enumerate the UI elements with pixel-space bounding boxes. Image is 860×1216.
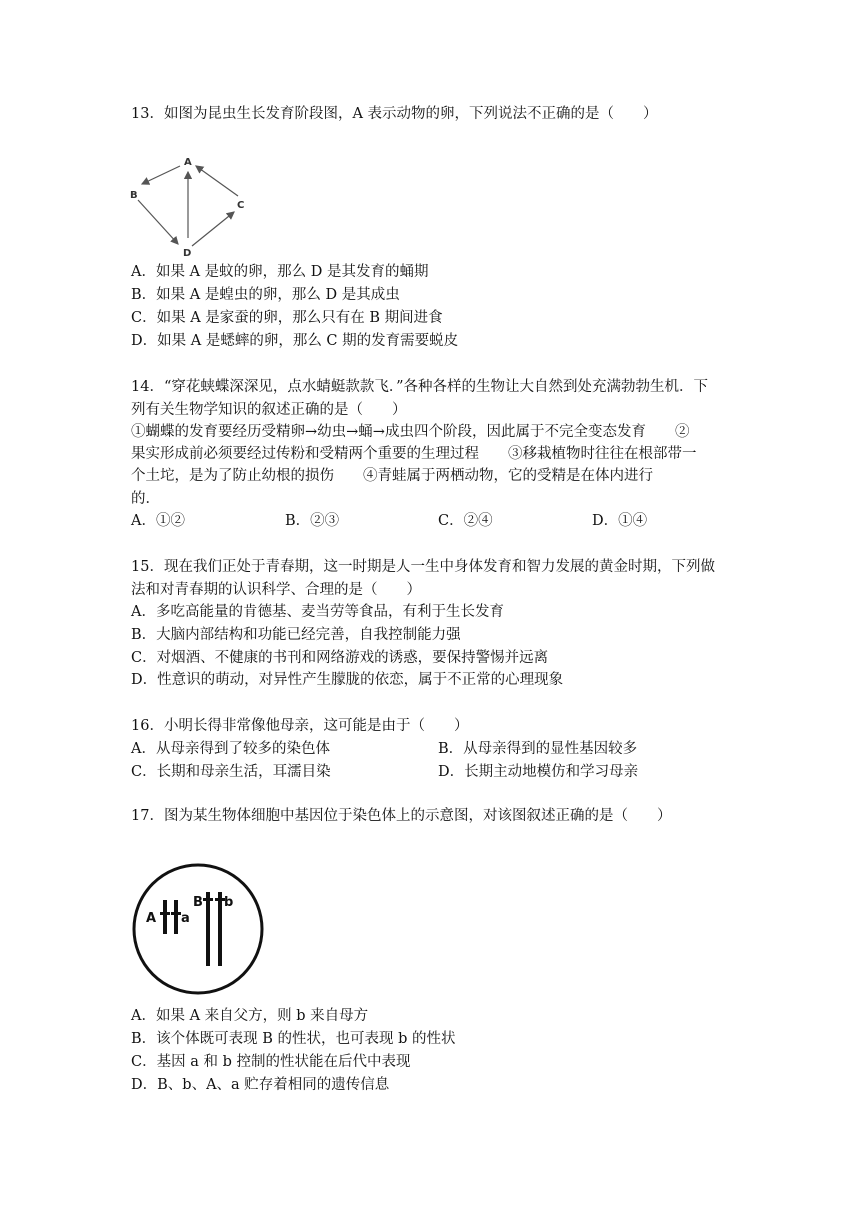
q16-options-row-2 <box>131 762 731 782</box>
q16-stem: 16．小明长得非常像他母亲，这可能是由于（ ） <box>131 718 469 734</box>
q14-option-c: C．②④ <box>438 513 493 529</box>
q15-option-c: C．对烟酒、不健康的书刊和网络游戏的诱惑，要保持警惕并远离 <box>131 650 549 666</box>
q17-option-a: A．如果 A 来自父方，则 b 来自母方 <box>131 1008 369 1024</box>
q16-option-b: B．从母亲得到的显性基因较多 <box>438 741 638 757</box>
q13-label-d: D <box>183 248 192 259</box>
q13-option-a: A．如果 A 是蚊的卵，那么 D 是其发育的蛹期 <box>131 264 429 280</box>
q13-insect-lifecycle-diagram <box>126 150 250 260</box>
q14-option-d: D．①④ <box>592 513 648 529</box>
q17-stem: 17．图为某生物体细胞中基因位于染色体上的示意图，对该图叙述正确的是（ ） <box>131 808 672 824</box>
q16-options-row-1 <box>131 739 731 759</box>
q14-options <box>131 511 731 531</box>
q14-option-b: B．②③ <box>285 513 340 529</box>
q16-option-a: A．从母亲得到了较多的染色体 <box>131 741 330 757</box>
q17-option-c: C．基因 a 和 b 控制的性状能在后代中表现 <box>131 1054 411 1070</box>
q13-label-a: A <box>184 157 192 168</box>
q13-option-b: B．如果 A 是蝗虫的卵，那么 D 是其成虫 <box>131 287 400 303</box>
q15-option-d: D．性意识的萌动，对异性产生朦胧的依恋，属于不正常的心理现象 <box>131 672 564 688</box>
q14-line-3: ①蝴蝶的发育要经历受精卵→幼虫→蛹→成虫四个阶段，因此属于不完全变态发育 ② <box>131 424 690 440</box>
q16-option-d: D．长期主动地模仿和学习母亲 <box>438 764 639 780</box>
q15-option-a: A．多吃高能量的肯德基、麦当劳等食品，有利于生长发育 <box>131 604 504 620</box>
q17-option-d: D．B、b、A、a 贮存着相同的遗传信息 <box>131 1077 390 1093</box>
q17-label-b: b <box>224 895 234 910</box>
q13-label-c: C <box>237 200 245 211</box>
q17-label-B: B <box>193 895 203 910</box>
q13-option-c: C．如果 A 是家蚕的卵，那么只有在 B 期间进食 <box>131 310 443 326</box>
q15-line-2: 法和对青春期的认识科学、合理的是（ ） <box>131 582 421 598</box>
q14-line-2: 列有关生物学知识的叙述正确的是（ ） <box>131 402 407 418</box>
q13-option-d: D．如果 A 是蟋蟀的卵，那么 C 期的发育需要蜕皮 <box>131 333 459 349</box>
q14-line-5: 个土坨，是为了防止幼根的损伤 ④青蛙属于两栖动物，它的受精是在体内进行 <box>131 468 653 484</box>
q17-cell-chromosome-diagram <box>130 862 268 996</box>
q14-line-4: 果实形成前必须要经过传粉和受精两个重要的生理过程 ③移栽植物时往往在根部带一 <box>131 446 697 462</box>
q16-option-c: C．长期和母亲生活，耳濡目染 <box>131 764 331 780</box>
q15-line-1: 15．现在我们正处于青春期，这一时期是人一生中身体发育和智力发展的黄金时期，下列做 <box>131 559 715 575</box>
q14-option-a: A．①② <box>131 513 185 529</box>
q17-option-b: B．该个体既可表现 B 的性状，也可表现 b 的性状 <box>131 1031 456 1047</box>
q15-option-b: B．大脑内部结构和功能已经完善，自我控制能力强 <box>131 627 461 643</box>
q14-line-1: 14．“穿花蛱蝶深深见，点水蜻蜓款款飞．”各种各样的生物让大自然到处充满勃勃生机．下 <box>131 379 709 395</box>
q14-line-6: 的． <box>131 491 160 507</box>
q13-stem: 13．如图为昆虫生长发育阶段图，A 表示动物的卵，下列说法不正确的是（ ） <box>131 106 658 122</box>
q17-label-a: a <box>181 911 190 926</box>
q17-label-A: A <box>146 911 157 926</box>
q13-label-b: B <box>130 190 138 201</box>
